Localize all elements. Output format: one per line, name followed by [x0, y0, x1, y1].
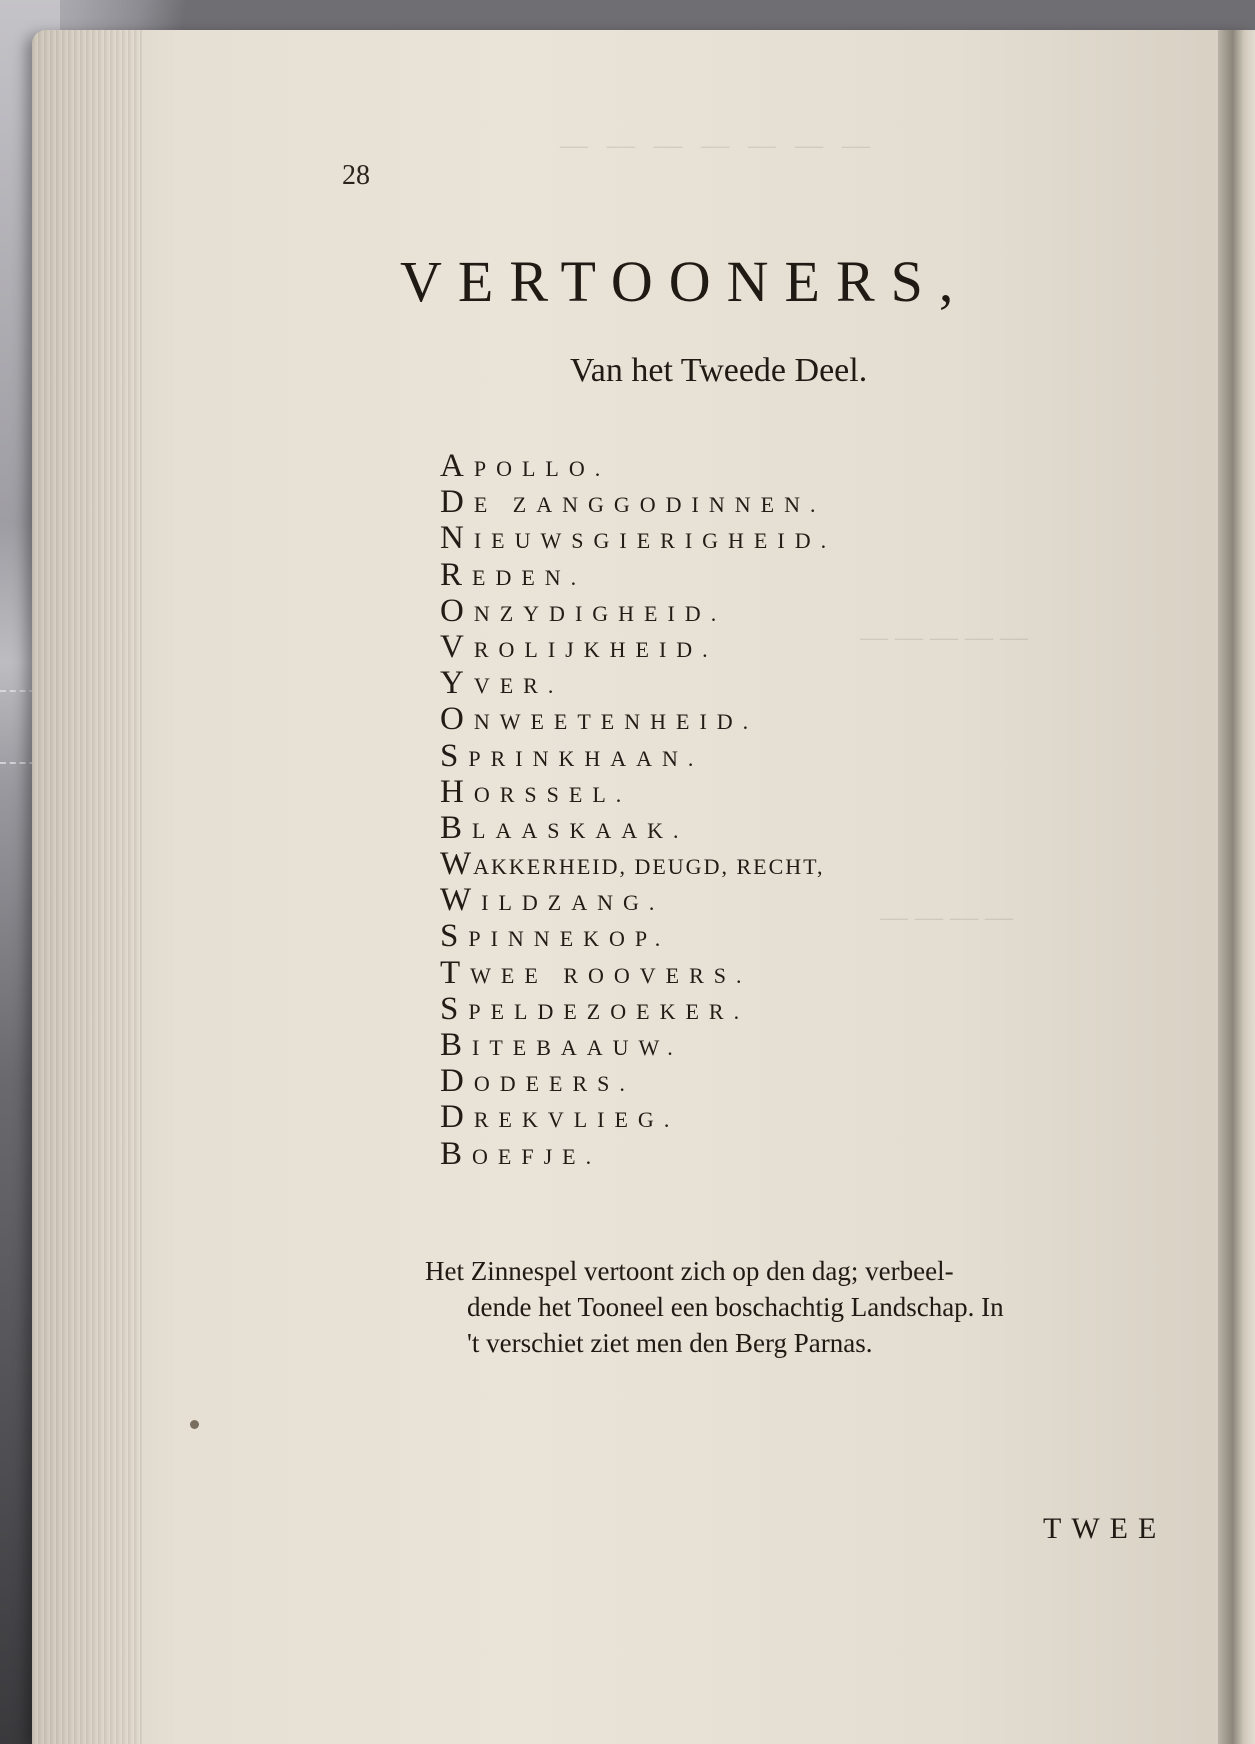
book-gutter — [1218, 30, 1255, 1744]
cast-item: SPELDEZOEKER. — [440, 990, 750, 1027]
bleed-through-text: — — — — — — — — [560, 130, 876, 161]
page-number: 28 — [342, 160, 370, 191]
cast-item: VROLIJKHEID. — [440, 628, 718, 665]
cast-item: APOLLO. — [440, 448, 611, 484]
cast-item: WILDZANG. — [440, 882, 665, 919]
cast-item: YVER. — [440, 665, 564, 702]
cast-item: SPINNEKOP. — [440, 918, 671, 955]
cast-item: DODEERS. — [440, 1063, 635, 1100]
bleed-through-text: — — — — — — [860, 622, 1028, 653]
stage-direction — [425, 1253, 1195, 1361]
page-subtitle: Van het Tweede Deel. — [570, 352, 868, 389]
cast-item: SPRINKHAAN. — [440, 737, 704, 774]
cast-item: TWEE ROOVERS. — [440, 954, 752, 991]
paper-spot — [190, 1420, 199, 1429]
cast-item: WAKKERHEID, DEUGD, RECHT, — [440, 846, 825, 883]
cast-item: BOEFJE. — [440, 1135, 602, 1172]
cast-item: DE ZANGGODINNEN. — [440, 484, 826, 521]
stage-direction-line: Het Zinnespel vertoont zich op den dag; verbeel- — [425, 1256, 954, 1286]
page-deckle-edge — [32, 30, 142, 1744]
bleed-through-text: — — — — — [880, 902, 1013, 933]
catchword: TWEE — [1043, 1512, 1167, 1545]
page-title: VERTOONERS, — [400, 249, 970, 314]
cast-item: BITEBAAUW. — [440, 1027, 683, 1063]
cast-item: ONZYDIGHEID. — [440, 592, 727, 629]
stage-direction-line: dende het Tooneel een boschachtig Landschap. In — [467, 1292, 1004, 1322]
cast-item: HORSSEL. — [440, 773, 632, 810]
cast-item: DREKVLIEG. — [440, 1099, 680, 1136]
cast-list — [440, 448, 836, 1172]
stage-direction-line: 't verschiet ziet men den Berg Parnas. — [467, 1328, 873, 1358]
cast-item: REDEN. — [440, 556, 587, 593]
cast-item: BLAASKAAK. — [440, 809, 689, 846]
cast-item: NIEUWSGIERIGHEID. — [440, 520, 837, 557]
cast-item: ONWEETENHEID. — [440, 701, 759, 738]
